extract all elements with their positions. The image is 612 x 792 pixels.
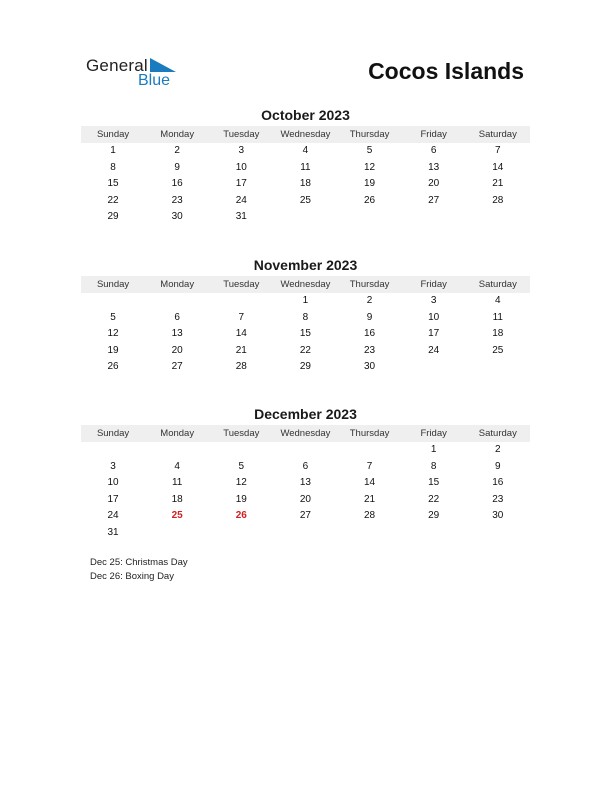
weekday-label: Sunday [96,428,130,439]
day-cell: 15 [299,328,311,340]
day-cell: 11 [300,161,311,173]
day-cell: 13 [299,477,311,489]
day-cell [402,525,466,542]
day-cell: 22 [299,344,311,356]
day-cell: 12 [364,161,376,173]
day-cell: 13 [428,161,440,173]
month-november [81,256,530,376]
day-cell [145,525,209,542]
day-cell: 9 [174,161,180,173]
day-cell [338,209,402,226]
logo-triangle-icon [150,58,176,72]
day-cell: 25 [299,194,311,206]
general-blue-logo [86,56,186,92]
day-cell: 21 [235,344,247,356]
day-cell: 19 [235,493,247,505]
day-cell: 3 [110,460,116,472]
day-cell: 27 [428,194,440,206]
day-cell: 18 [171,493,183,505]
day-cell: 14 [235,328,247,340]
day-cell [466,359,530,376]
day-cell: 15 [107,178,119,190]
day-cell: 30 [171,211,183,223]
day-cell: 6 [302,460,309,472]
day-cell: 4 [174,460,180,472]
holiday-note: Dec 26: Boxing Day [90,571,174,582]
day-cell: 18 [492,328,504,340]
day-cell: 12 [107,328,119,340]
day-cell: 16 [171,178,183,190]
day-cell: 2 [366,295,373,306]
day-cell: 14 [364,477,376,489]
week-row [81,525,530,542]
week-row [81,293,530,310]
weekday-label: Friday [420,428,447,439]
weekday-label: Sunday [96,129,130,140]
week-row [81,143,530,160]
country-title: Cocos Islands [368,58,524,84]
weekday-label: Friday [420,279,447,290]
day-cell [466,209,530,226]
day-cell: 4 [302,145,309,156]
day-cell: 3 [430,295,437,306]
day-cell: 11 [171,477,183,489]
day-cell [402,209,466,226]
day-cell: 29 [428,510,440,522]
day-cell [81,442,145,459]
week-row [81,442,530,459]
week-row [81,343,530,360]
day-cell: 8 [110,161,116,173]
day-cell: 10 [235,161,247,173]
day-cell: 4 [495,295,501,306]
day-cell: 23 [492,493,504,505]
day-cell: 1 [110,145,116,156]
day-cell: 19 [364,178,376,190]
day-cell: 28 [235,361,247,373]
day-cell: 29 [107,211,119,223]
day-cell: 5 [110,311,116,323]
day-cell: 21 [364,493,376,505]
day-cell [466,525,530,542]
day-cell: 24 [107,510,119,522]
day-cell: 26 [107,361,119,373]
weekday-label: Saturday [478,279,517,290]
day-cell: 10 [428,311,440,323]
week-row [81,209,530,226]
day-cell: 30 [364,361,376,373]
week-row [81,508,530,525]
day-cell: 17 [428,328,440,340]
day-cell: 10 [107,477,119,489]
weekday-label: Wednesday [280,129,331,140]
day-cell: 20 [299,493,311,505]
weekday-header [81,425,530,442]
day-cell: 8 [430,460,437,472]
week-row [81,160,530,177]
weekday-label: Saturday [478,428,517,439]
day-cell: 5 [366,145,373,156]
day-cell: 15 [428,477,440,489]
day-cell: 1 [302,295,309,306]
day-cell [209,293,273,310]
weekday-label: Sunday [96,279,130,290]
week-row [81,176,530,193]
weekday-label: Tuesday [223,279,260,290]
week-row [81,359,530,376]
day-cell: 31 [107,526,119,538]
weekday-label: Saturday [478,129,517,140]
weekday-label: Monday [160,279,195,290]
day-cell [81,293,145,310]
day-cell: 29 [299,361,311,373]
day-cell: 9 [495,460,501,472]
weekday-label: Monday [160,428,195,439]
day-cell [145,442,209,459]
day-cell [338,442,402,459]
day-cell: 12 [235,477,247,489]
month-title: November 2023 [253,257,358,273]
week-row [81,475,530,492]
day-cell: 2 [174,145,180,156]
weekday-label: Thursday [349,279,390,290]
weekday-label: Wednesday [280,428,331,439]
month-december [81,405,530,542]
weekday-label: Monday [160,129,195,140]
day-cell: 22 [107,194,119,206]
day-cell: 28 [364,510,376,522]
day-cell: 27 [171,361,183,373]
day-cell: 22 [428,493,440,505]
holiday-day-cell: 25 [171,510,183,522]
day-cell: 24 [428,344,440,356]
week-row [81,193,530,210]
day-cell: 27 [299,510,311,522]
day-cell [145,293,209,310]
day-cell: 7 [495,145,501,156]
weekday-header [81,126,530,143]
day-cell: 13 [171,328,183,340]
day-cell: 23 [364,344,376,356]
holiday-day-cell: 26 [235,510,247,522]
day-cell: 16 [364,328,376,340]
day-cell: 19 [107,344,119,356]
week-row [81,326,530,343]
day-cell: 8 [302,311,309,323]
logo-text-general: General [86,56,148,75]
month-october [81,106,530,226]
day-cell: 24 [235,194,247,206]
day-cell [338,525,402,542]
day-cell: 17 [107,493,119,505]
weekday-header [81,276,530,293]
day-cell: 28 [492,194,504,206]
weekday-label: Thursday [349,129,390,140]
day-cell: 7 [238,311,245,323]
weekday-label: Tuesday [223,428,260,439]
day-cell [273,442,337,459]
day-cell: 7 [366,460,373,472]
week-row [81,310,530,327]
day-cell: 16 [492,477,504,489]
day-cell: 2 [495,444,501,455]
weekday-label: Friday [420,129,447,140]
holiday-notes [90,556,188,584]
day-cell: 31 [235,211,247,223]
day-cell: 20 [428,178,440,190]
month-title: October 2023 [261,107,350,123]
day-cell [273,209,337,226]
weekday-label: Tuesday [223,129,260,140]
day-cell: 21 [492,178,504,190]
day-cell: 26 [364,194,376,206]
day-cell: 6 [174,311,180,323]
day-cell [402,359,466,376]
holiday-note: Dec 25: Christmas Day [90,557,188,568]
day-cell: 17 [235,178,247,190]
day-cell: 14 [492,161,504,173]
day-cell: 1 [430,444,437,455]
day-cell: 30 [492,510,504,522]
day-cell: 6 [430,145,437,156]
weekday-label: Thursday [349,428,390,439]
weekday-label: Wednesday [280,279,331,290]
month-title: December 2023 [254,406,357,422]
day-cell: 11 [492,311,503,323]
day-cell: 5 [238,460,245,472]
week-row [81,492,530,509]
day-cell: 20 [171,344,183,356]
day-cell: 9 [366,311,373,323]
day-cell: 25 [492,344,504,356]
day-cell [209,525,273,542]
logo-text-blue: Blue [138,72,171,89]
day-cell [209,442,273,459]
day-cell [273,525,337,542]
day-cell: 3 [238,145,245,156]
day-cell: 23 [171,194,183,206]
week-row [81,459,530,476]
day-cell: 18 [299,178,311,190]
